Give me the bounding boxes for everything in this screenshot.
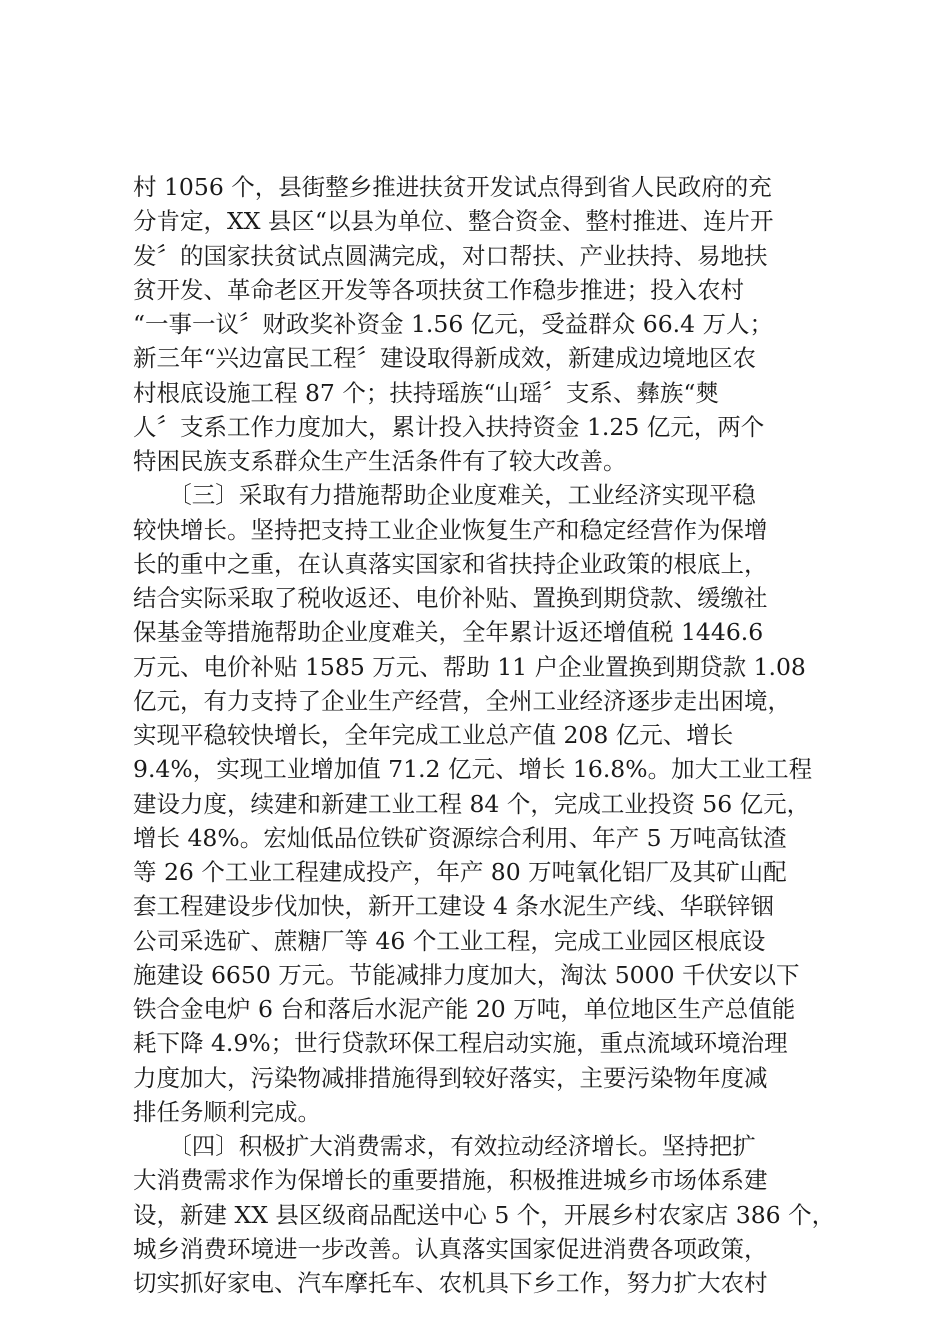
text-line-24: 施建设 6650 万元。节能减排力度加大，淘汰 5000 千伏安以下 [133,960,800,989]
text-line-4: 贫开发、革命老区开发等各项扶贫工作稳步推进；投入农村 [133,275,744,304]
text-line-18: 9.4%，实现工业增加值 71.2 亿元、增长 16.8%。加大工业工程 [133,755,813,784]
text-line-33: 切实抓好家电、汽车摩托车、农机具下乡工作，努力扩大农村 [133,1269,768,1297]
text-line-12: 长的重中之重，在认真落实国家和省扶持企业政策的根底上， [133,549,768,578]
text-line-21: 等 26 个工业工程建成投产，年产 80 万吨氧化铝厂及其矿山配 [133,858,787,886]
text-line-8: 人〞支系工作力度加大，累计投入扶持资金 1.25 亿元，两个 [133,412,765,441]
text-line-15: 万元、电价补贴 1585 万元、帮助 11 户企业置换到期贷款 1.08 [133,652,806,681]
text-line-20: 增长 48%。宏灿低品位铁矿资源综合利用、年产 5 万吨高钛渣 [133,823,787,852]
text-line-3: 发〞的国家扶贫试点圆满完成，对口帮扶、产业扶持、易地扶 [133,241,768,270]
text-line-28: 排任务顺利完成。 [133,1097,321,1126]
text-line-5: “一事一议〞财政奖补资金 1.56 亿元，受益群众 66.4 万人； [133,310,774,338]
text-line-29: 〔四〕积极扩大消费需求，有效拉动经济增长。坚持把扩 [133,1132,756,1160]
text-line-31: 设，新建 XX 县区级商品配送中心 5 个，开展乡村农家店 386 个， [133,1200,836,1229]
text-line-25: 铁合金电炉 6 台和落后水泥产能 20 万吨，单位地区生产总值能 [133,995,796,1023]
text-line-6: 新三年“兴边富民工程〞建设取得新成效，新建成边境地区农 [133,344,757,373]
text-line-1: 村 1056 个，县街整乡推进扶贫开发试点得到省人民政府的充 [133,173,772,201]
text-line-14: 保基金等措施帮助企业度难关，全年累计返还增值税 1446.6 [133,618,764,647]
text-line-16: 亿元，有力支持了企业生产经营，全州工业经济逐步走出困境， [133,686,791,715]
text-line-32: 城乡消费环境进一步改善。认真落实国家促进消费各项政策， [133,1234,768,1263]
text-line-22: 套工程建设步伐加快，新开工建设 4 条水泥生产线、华联锌铟 [133,892,774,921]
text-line-19: 建设力度，续建和新建工业工程 84 个，完成工业投资 56 亿元， [133,789,811,818]
body-text [133,170,836,1300]
text-line-13: 结合实际采取了税收返还、电价补贴、置换到期贷款、缓缴社 [133,584,768,612]
text-line-9: 特困民族支系群众生产生活条件有了较大改善。 [133,447,627,475]
text-line-2: 分肯定，XX 县区“以县为单位、整合资金、整村推进、连片开 [133,207,774,236]
text-line-27: 力度加大，污染物减排措施得到较好落实，主要污染物年度减 [133,1063,768,1092]
text-line-30: 大消费需求作为保增长的重要措施，积极推进城乡市场体系建 [133,1166,768,1195]
text-line-26: 耗下降 4.9%；世行贷款环保工程启动实施，重点流域环境治理 [133,1029,788,1058]
text-line-23: 公司采选矿、蔗糖厂等 46 个工业工程，完成工业园区根底设 [133,926,766,955]
text-line-17: 实现平稳较快增长，全年完成工业总产值 208 亿元、增长 [133,721,734,749]
text-line-10: 〔三〕采取有力措施帮助企业度难关，工业经济实现平稳 [133,481,756,510]
text-line-7: 村根底设施工程 87 个；扶持瑶族“山瑶〞支系、彝族“僰 [133,378,719,407]
text-line-11: 较快增长。坚持把支持工业企业恢复生产和稳定经营作为保增 [133,515,768,544]
